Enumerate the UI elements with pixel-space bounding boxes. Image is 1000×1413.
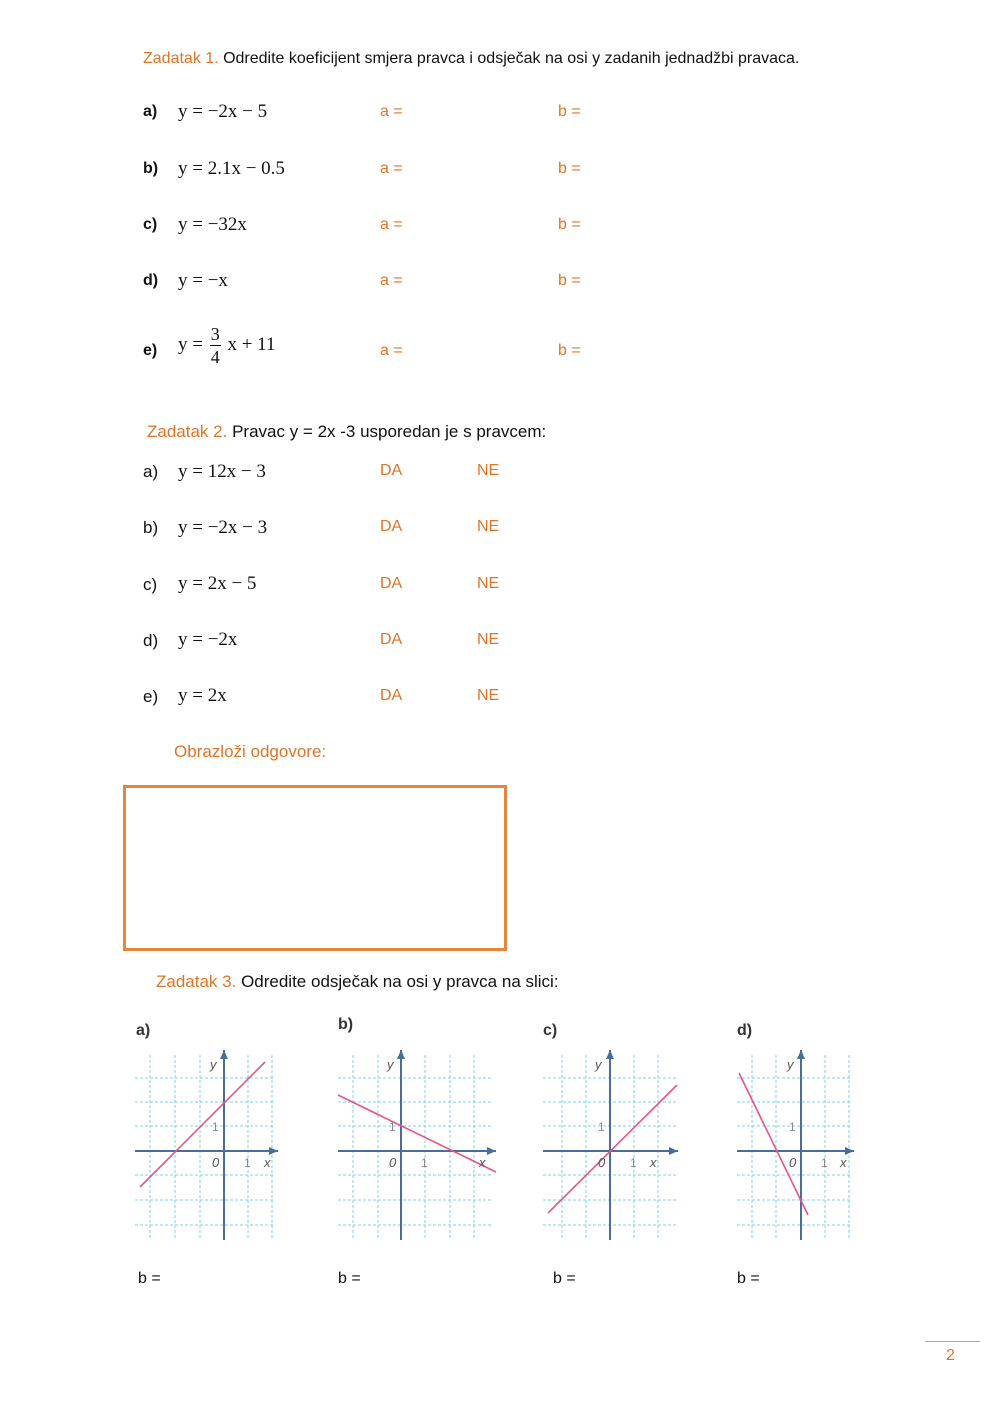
equation: y = 12x − 3 <box>178 461 266 482</box>
y-tick-label: 1 <box>789 1120 796 1134</box>
equation: y = −2x <box>178 629 238 650</box>
x-tick-label: 1 <box>421 1156 428 1170</box>
equation: y = −2x − 3 <box>178 517 268 538</box>
fraction-numerator: 3 <box>210 324 220 344</box>
graph-b <box>333 1045 503 1245</box>
no-option[interactable]: NE <box>477 631 500 648</box>
line <box>739 1073 808 1215</box>
x-arrow-icon <box>487 1147 496 1155</box>
y-tick-label: 1 <box>598 1120 605 1134</box>
equation: y = 2x − 5 <box>178 573 257 594</box>
equation <box>178 325 275 366</box>
row-label: b) <box>143 518 159 537</box>
intercept-answer-field[interactable]: b = <box>338 1270 361 1287</box>
y-arrow-icon <box>397 1050 405 1059</box>
x-tick-label: 1 <box>244 1156 251 1170</box>
y-arrow-icon <box>797 1050 805 1059</box>
graph-label: c) <box>543 1022 558 1039</box>
no-option[interactable]: NE <box>477 462 500 479</box>
x-arrow-icon <box>845 1147 854 1155</box>
row-label: c) <box>143 575 158 594</box>
equation-suffix: x + 11 <box>227 333 276 355</box>
x-axis-label: x <box>650 1155 657 1170</box>
origin-label: 0 <box>598 1155 606 1170</box>
task3-title: Zadatak 3. <box>156 972 237 991</box>
yes-option[interactable]: DA <box>380 631 403 648</box>
row-label: d) <box>143 631 159 650</box>
footer-divider <box>925 1341 980 1342</box>
slope-answer-field[interactable]: a = <box>380 342 403 359</box>
no-option[interactable]: NE <box>477 518 500 535</box>
row-label: e) <box>143 687 159 706</box>
x-axis-label: x <box>840 1155 847 1170</box>
no-option[interactable]: NE <box>477 687 500 704</box>
x-tick-label: 1 <box>630 1156 637 1170</box>
equation-prefix: y = <box>178 333 203 355</box>
task2-text: Pravac y = 2x -3 usporedan je s pravcem: <box>232 422 547 441</box>
yes-option[interactable]: DA <box>380 687 403 704</box>
grid <box>338 1055 493 1240</box>
yes-option[interactable]: DA <box>380 518 403 535</box>
grid <box>737 1055 852 1240</box>
y-arrow-icon <box>606 1050 614 1059</box>
fraction-denominator: 4 <box>210 347 220 367</box>
slope-answer-field[interactable]: a = <box>380 103 403 120</box>
equation: y = 2x <box>178 685 227 706</box>
y-tick-label: 1 <box>389 1120 396 1134</box>
graph-label: d) <box>737 1022 753 1039</box>
intercept-answer-field[interactable]: b = <box>737 1270 760 1287</box>
fraction <box>210 325 221 366</box>
task2-heading <box>147 422 546 442</box>
graph-c <box>538 1045 683 1245</box>
row-label: a) <box>143 103 158 120</box>
intercept-answer-field[interactable]: b = <box>558 272 581 289</box>
x-tick-label: 1 <box>821 1156 828 1170</box>
explain-label: Obrazloži odgovore: <box>174 742 327 761</box>
y-axis-label: y <box>387 1057 394 1072</box>
yes-option[interactable]: DA <box>380 462 403 479</box>
row-label: e) <box>143 342 158 359</box>
no-option[interactable]: NE <box>477 575 500 592</box>
row-label: c) <box>143 216 158 233</box>
x-arrow-icon <box>669 1147 678 1155</box>
slope-answer-field[interactable]: a = <box>380 160 403 177</box>
equation: y = 2.1x − 0.5 <box>178 158 285 179</box>
intercept-answer-field[interactable]: b = <box>558 103 581 120</box>
page-number: 2 <box>946 1347 955 1364</box>
task1-title: Zadatak 1. <box>143 50 219 67</box>
origin-label: 0 <box>789 1155 797 1170</box>
origin-label: 0 <box>389 1155 397 1170</box>
intercept-answer-field[interactable]: b = <box>558 160 581 177</box>
task1-text: Odredite koeficijent smjera pravca i odsječak na osi y zadanih jednadžbi pravaca. <box>223 50 800 67</box>
y-arrow-icon <box>220 1050 228 1059</box>
slope-answer-field[interactable]: a = <box>380 272 403 289</box>
slope-answer-field[interactable]: a = <box>380 216 403 233</box>
task2-title: Zadatak 2. <box>147 422 228 441</box>
graph-a <box>130 1045 280 1245</box>
row-label: b) <box>143 160 159 177</box>
y-axis-label: y <box>595 1057 602 1072</box>
origin-label: 0 <box>212 1155 220 1170</box>
intercept-answer-field[interactable]: b = <box>553 1270 576 1287</box>
intercept-answer-field[interactable]: b = <box>558 342 581 359</box>
equation: y = −2x − 5 <box>178 101 268 122</box>
equation: y = −32x <box>178 214 247 235</box>
x-axis-label: x <box>264 1155 271 1170</box>
y-axis-label: y <box>210 1057 217 1072</box>
task3-heading <box>156 972 559 992</box>
graph-label: b) <box>338 1016 354 1033</box>
x-axis-label: x <box>479 1155 486 1170</box>
y-axis-label: y <box>787 1057 794 1072</box>
grid <box>135 1055 275 1240</box>
intercept-answer-field[interactable]: b = <box>138 1270 161 1287</box>
equation: y = −x <box>178 270 228 291</box>
line <box>548 1085 677 1213</box>
yes-option[interactable]: DA <box>380 575 403 592</box>
y-tick-label: 1 <box>212 1120 219 1134</box>
row-label: d) <box>143 272 159 289</box>
graph-label: a) <box>136 1022 151 1039</box>
graph-d <box>732 1045 857 1245</box>
task3-text: Odredite odsječak na osi y pravca na slici: <box>241 972 559 991</box>
explanation-answer-box[interactable] <box>123 785 507 951</box>
task1-heading <box>143 50 799 68</box>
intercept-answer-field[interactable]: b = <box>558 216 581 233</box>
line <box>338 1095 496 1172</box>
x-arrow-icon <box>269 1147 278 1155</box>
row-label: a) <box>143 462 159 481</box>
